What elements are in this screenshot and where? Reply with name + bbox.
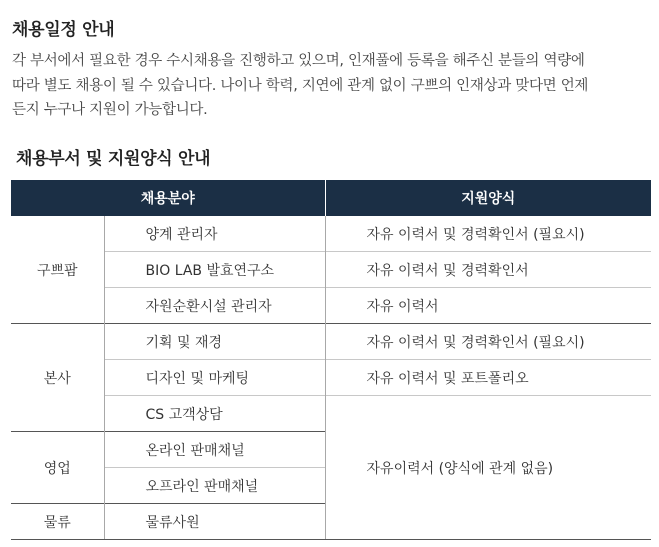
dept-cell-gupeupam: 구쁘팜: [36, 262, 78, 279]
schedule-description: [12, 49, 652, 123]
field-cell: BIO LAB 발효연구소: [104, 252, 325, 288]
table-row: [11, 252, 651, 288]
table-row: [11, 360, 651, 396]
field-cell: 물류사원: [104, 504, 325, 540]
table-row: [11, 288, 651, 324]
field-cell: 자원순환시설 관리자: [104, 288, 325, 324]
field-cell: 온라인 판매채널: [104, 432, 325, 468]
field-cell: 디자인 및 마케팅: [104, 360, 325, 396]
field-cell: 양계 관리자: [104, 216, 325, 252]
field-cell: CS 고객상담: [104, 396, 325, 432]
method-cell: 자유 이력서 및 경력확인서 (필요시): [325, 324, 651, 360]
table-row: [11, 324, 651, 360]
method-cell: 자유 이력서: [325, 288, 651, 324]
method-cell: 자유 이력서 및 경력확인서: [325, 252, 651, 288]
schedule-line-2: 따라 별도 채용이 될 수 있습니다. 나이나 학력, 지연에 관계 없이 구쁘의 인재상과 맞다면 언제: [12, 77, 589, 94]
schedule-line-1: 각 부서에서 필요한 경우 수시채용을 진행하고 있으며, 인재풀에 등록을 해주신 분들의 역량에: [12, 53, 585, 69]
merged-method-cell: 자유이력서 (양식에 관계 없음): [325, 396, 651, 540]
schedule-line-3: 든지 누구나 지원이 가능합니다.: [12, 102, 208, 118]
field-cell: 오프라인 판매채널: [104, 468, 325, 504]
field-cell: 기획 및 재경: [104, 324, 325, 360]
dept-cell-sales: 영업: [11, 432, 104, 504]
header-method: 지원양식: [325, 180, 651, 216]
table-row: [11, 216, 651, 252]
table-row: [11, 396, 651, 432]
dept-cell-logistics: 물류: [11, 504, 104, 540]
recruitment-table: [11, 180, 651, 540]
header-field: 채용분야: [11, 180, 325, 216]
departments-title: 채용부서 및 지원양식 안내: [16, 149, 211, 169]
table-header-row: [11, 180, 651, 216]
method-cell: 자유 이력서 및 경력확인서 (필요시): [325, 216, 651, 252]
dept-cell-headquarters: 본사: [11, 324, 104, 432]
method-cell: 자유 이력서 및 포트폴리오: [325, 360, 651, 396]
schedule-title: 채용일정 안내: [12, 20, 115, 40]
